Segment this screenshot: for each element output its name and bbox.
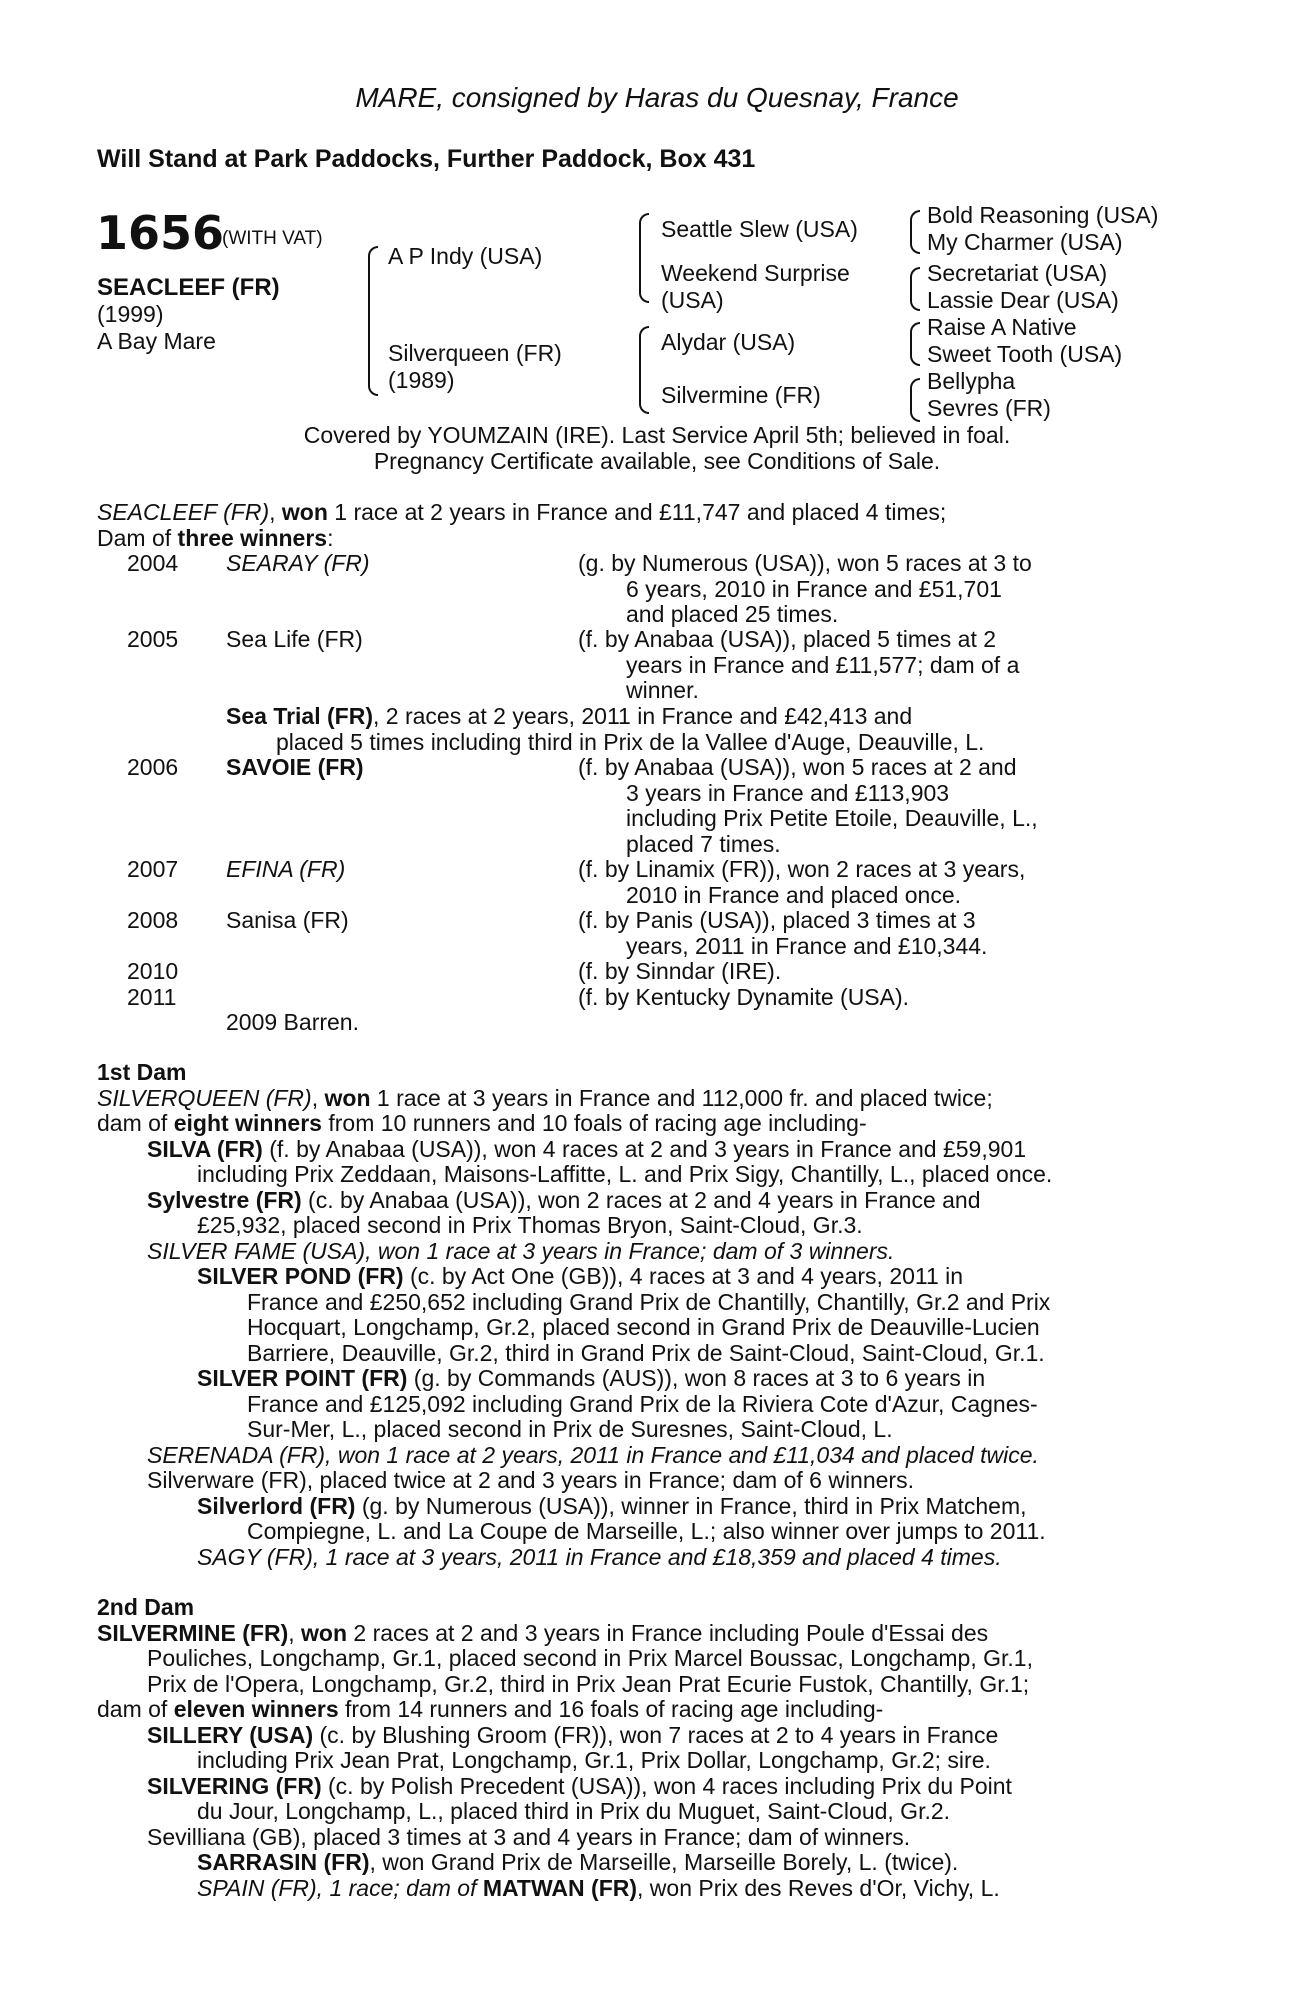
produce-year: 2005 [127,626,179,652]
pedigree-brace [639,326,649,414]
second-dam-section: 2nd Dam SILVERMINE (FR), won 2 races at 2 and 3 years in France including Poule d'Essai des Pouliches, Longchamp, Gr.1, placed second in Prix Marcel Boussac, Longchamp, Gr.1, Prix de l'Opera, Longchamp, Gr.2, third in Prix Jean Prat Ecurie Fustok, Chantilly, Gr.1; dam of eleven winners from 14 runners and 16 foals of racing age including- SILLERY (USA) (c. by Blushing Groom (FR)), won 7 races at 2 to 4 years in France including Prix Jean Prat, Longchamp, Gr.1, Prix Dollar, Longchamp, Gr.2; sire. SILVERING (FR) (c. by Polish Precedent (USA)), won 4 races including Prix du Point du Jour, Longchamp, L., placed third in Prix du Muguet, Saint-Cloud, Gr.2. Sevilliana (GB), placed 3 times at 3 and 4 years in France; dam of winners. SARRASIN (FR), won Grand Prix de Marseille, Marseille Borely, L. (twice). SPAIN (FR), 1 race; dam of MATWAN (FR), won Prix des Reves d'Or, Vichy, L. [97,1594,1033,1901]
pedigree-ggs: Raise A Native [927,314,1077,340]
section-heading: 1st Dam [97,1059,187,1085]
produce-description: (f. by Linamix (FR)), won 2 races at 3 years, 2010 in France and placed once. [578,856,1026,908]
pedigree-brace [910,267,920,311]
pedigree-ggd: My Charmer (USA) [927,229,1123,255]
pedigree-sire-dam: Weekend Surprise [661,260,850,286]
produce-description: (g. by Numerous (USA)), won 5 races at 3 to 6 years, 2010 in France and £51,701 and placed 25 times. [578,550,1032,627]
produce-name: SEARAY (FR) [226,550,370,576]
page-title: MARE, consigned by Haras du Quesnay, France [355,82,959,113]
pedigree-dam-sire: Alydar (USA) [661,329,796,355]
produce-name: SAVOIE (FR) [226,754,364,780]
pedigree-brace [910,210,920,254]
horse-name: SEACLEEF (FR) [97,274,280,301]
pedigree-brace [910,322,920,366]
produce-name: Sea Life (FR) [226,626,363,652]
horse-description: A Bay Mare [97,328,216,354]
pedigree-ggd: Sweet Tooth (USA) [927,341,1123,367]
pedigree-ggd: Lassie Dear (USA) [927,287,1119,313]
pedigree-dam-year: (1989) [388,367,455,393]
pedigree-dam-dam: Silvermine (FR) [661,382,821,408]
location-line: Will Stand at Park Paddocks, Further Paddock, Box 431 [97,145,756,173]
produce-description: (f. by Anabaa (USA)), won 5 races at 2 and 3 years in France and £113,903 including Prix Petite Etoile, Deauville, L., placed 7 times. [578,754,1038,857]
pedigree-sire-dam-2: (USA) [661,287,724,313]
produce-description: (f. by Anabaa (USA)), placed 5 times at 2 years in France and £11,577; dam of a winner. [578,626,1020,703]
produce-name: EFINA (FR) [226,856,346,882]
covered-line: Covered by YOUMZAIN (IRE). Last Service April 5th; believed in foal. [303,422,1011,448]
produce-year: 2006 [127,754,179,780]
barren-note: 2009 Barren. [226,1009,359,1035]
pedigree-ggs: Bellypha [927,368,1016,394]
produce-description: (f. by Kentucky Dynamite (USA). [578,984,910,1010]
produce-year: 2010 [127,958,179,984]
pedigree-brace [368,246,378,396]
pedigree-ggs: Secretariat (USA) [927,260,1108,286]
pedigree-sire: A P Indy (USA) [388,243,543,269]
produce-description: (f. by Panis (USA)), placed 3 times at 3 years, 2011 in France and £10,344. [578,907,988,959]
pedigree-brace [910,378,920,422]
produce-description: (f. by Sinndar (IRE). [578,958,782,984]
pedigree-ggd: Sevres (FR) [927,395,1051,421]
produce-year: 2011 [127,984,177,1010]
vat-label: (WITH VAT) [222,228,323,249]
produce-sub-entry: Sea Trial (FR), 2 races at 2 years, 2011 in France and £42,413 and placed 5 times including third in Prix de la Vallee d'Auge, Deauville, L. [226,703,985,755]
produce-year: 2004 [127,550,179,576]
produce-name: Sanisa (FR) [226,907,349,933]
pregnancy-line: Pregnancy Certificate available, see Conditions of Sale. [373,448,941,474]
lot-number: 1656 [96,206,225,260]
pedigree-sire-sire: Seattle Slew (USA) [661,216,858,242]
horse-year: (1999) [97,301,164,327]
pedigree-ggs: Bold Reasoning (USA) [927,202,1159,228]
first-dam-section: 1st Dam SILVERQUEEN (FR), won 1 race at 3 years in France and 112,000 fr. and placed twice; dam of eight winners from 10 runners and 10 foals of racing age including- SILVA (FR) (f. by Anabaa (USA)), won 4 races at 2 and 3 years in France and £59,901 including Prix Zeddaan, Maisons-Laffitte, L. and Prix Sigy, Chantilly, L., placed once. Sylvestre (FR) (c. by Anabaa (USA)), won 2 races at 2 and 4 years in France and £25,932, placed second in Prix Thomas Bryon, Saint-Cloud, Gr.3. SILVER FAME (USA), won 1 race at 3 years in France; dam of 3 winners. SILVER POND (FR) (c. by Act One (GB)), 4 races at 3 and 4 years, 2011 in France and £250,652 including Grand Prix de Chantilly, Chantilly, Gr.2 and Prix Hocquart, Longchamp, Gr.2, placed second in Grand Prix de Deauville-Lucien Barriere, Deauville, Gr.2, third in Grand Prix de Saint-Cloud, Saint-Cloud, Gr.1. SILVER POINT (FR) (g. by Commands (AUS)), won 8 races at 3 to 6 years in France and £125,092 including Grand Prix de la Riviera Cote d'Azur, Cagnes- Sur-Mer, L., placed second in Prix de Suresnes, Saint-Cloud, L. SERENADA (FR), won 1 race at 2 years, 2011 in France and £11,034 and placed twice. Silverware (FR), placed twice at 2 and 3 years in France; dam of 6 winners. Silverlord (FR) (g. by Numerous (USA)), winner in France, third in Prix Matchem, Compiegne, L. and La Coupe de Marseille, L.; also winner over jumps to 2011. SAGY (FR), 1 race at 3 years, 2011 in France and £18,359 and placed 4 times. [97,1059,1053,1570]
pedigree-brace [639,213,649,303]
pedigree-dam: Silverqueen (FR) [388,340,562,366]
produce-intro: SEACLEEF (FR), won 1 race at 2 years in France and £11,747 and placed 4 times; Dam of three winners: [97,499,947,551]
section-heading: 2nd Dam [97,1594,195,1620]
produce-year: 2008 [127,907,179,933]
produce-year: 2007 [127,856,179,882]
